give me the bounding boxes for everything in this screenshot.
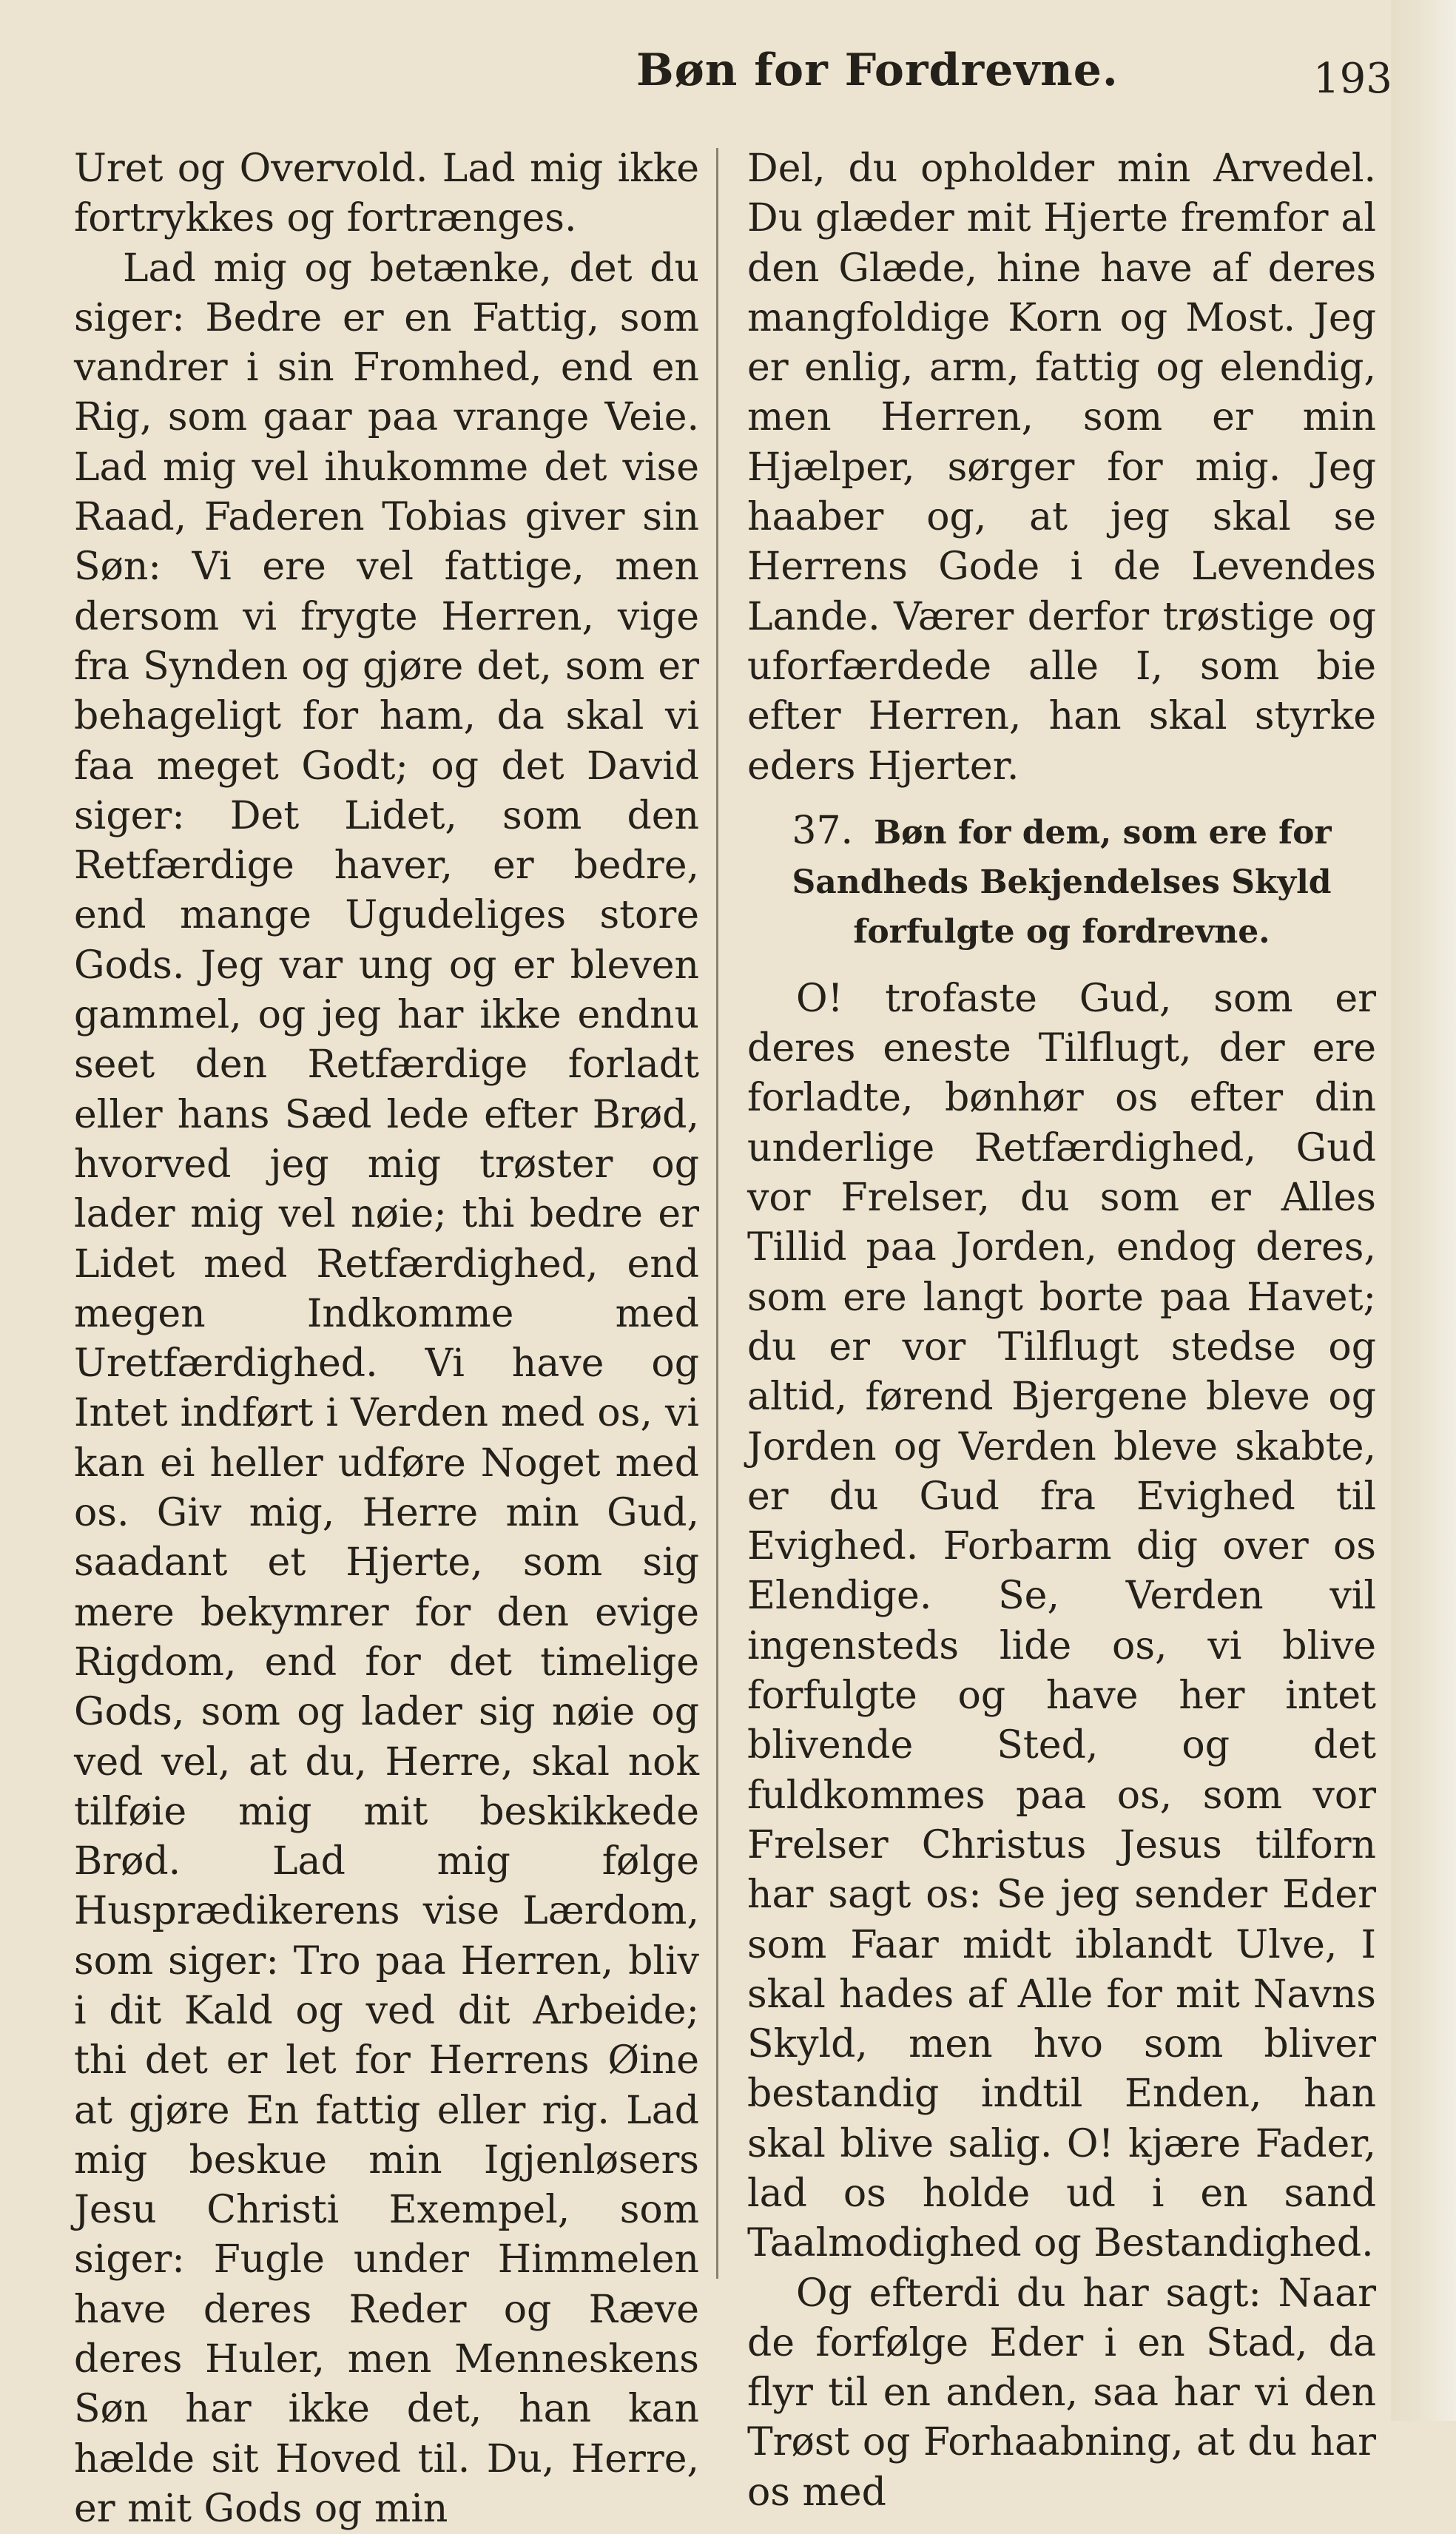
left-paragraph-1: Uret og Overvold. Lad mig ikke fortrykkes og fortrænges. <box>74 146 699 241</box>
left-paragraph-2: Lad mig og betænke, det du siger: Bedre er en Fattig, som vandrer i sin Fromhed, end en Rig, som gaar paa vrange Veie. Lad mig vel ihukomme det vise Raad, Faderen Tobias giver sin Søn: Vi ere vel fattige, men dersom vi frygte Herren, vige fra Synden og gjøre det, som er behageligt for ham, da skal vi faa meget Godt; og det David siger: Det Lidet, som den Retfærdige haver, er bedre, end mange Ugudeliges store Gods. Jeg var ung og er bleven gammel, og jeg har ikke endnu seet den Retfærdige forladt eller hans Sæd lede efter Brød, hvorved jeg mig trøster og lader mig vel nøie; thi bedre er Lidet med Retfærdighed, end megen Indkomme med Uretfærdighed. Vi have og Intet indført i Verden med os, vi kan ei heller udføre Noget med os. Giv mig, Herre min Gud, saadant et Hjerte, som sig mere bekymrer for den evige Rigdom, end for det timelige Gods, som og lader sig nøie og ved vel, at du, Herre, skal nok tilføie mig mit beskikkede Brød. Lad mig følge Husprædikerens vise Lærdom, som siger: Tro paa Herren, bliv i dit Kald og ved dit Arbeide; thi det er let for Herrens Øine at gjøre En fattig eller rig. Lad mig beskue min Igjenløsers Jesu Christi Exempel, som siger: Fugle under Himmelen have deres Reder og Ræve deres Huler, men Menneskens Søn har ikke det, han kan hælde sit Hoved til. Du, Herre, er mit Gods og min <box>74 246 699 2531</box>
right-paragraph-3: Og efterdi du har sagt: Naar de forfølge Eder i en Stad, da flyr til en anden, saa har vi den Trøst og Forhaabning, at du har os med <box>747 2271 1376 2515</box>
right-column <box>747 144 1376 2518</box>
section-title: Bøn for dem, som ere for Sandheds Bekjendelses Skyld forfulgte og fordrevne. <box>792 813 1332 951</box>
right-paragraph-1: Del, du opholder min Arvedel. Du glæder mit Hjerte fremfor al den Glæde, hine have af deres mangfoldige Korn og Most. Jeg er enlig, arm, fattig og elendig, men Herren, som er min Hjælper, sørger for mig. Jeg haaber og, at jeg skal se Herrens Gode i de Levendes Lande. Værer derfor trøstige og uforfærdede alle I, som bie efter Herren, han skal styrke eders Hjerter. <box>747 146 1376 789</box>
column-divider <box>716 148 718 2279</box>
section-heading <box>747 806 1376 957</box>
running-head: Bøn for Fordrevne. <box>636 44 1119 96</box>
left-column <box>74 144 699 2534</box>
page-gutter <box>1391 0 1456 2421</box>
section-number: 37. <box>792 808 854 853</box>
page-header <box>67 37 1391 126</box>
page-number: 193 <box>1313 55 1392 103</box>
right-paragraph-2: O! trofaste Gud, som er deres eneste Tilflugt, der ere forladte, bønhør os efter din underlige Retfærdighed, Gud vor Frelser, du som er Alles Tillid paa Jorden, endog deres, som ere langt borte paa Havet; du er vor Tilflugt stedse og altid, førend Bjergene bleve og Jorden og Verden bleve skabte, er du Gud fra Evighed til Evighed. Forbarm dig over os Elendige. Se, Verden vil ingensteds lide os, vi blive forfulgte og have her intet blivende Sted, og det fuldkommes paa os, som vor Frelser Christus Jesus tilforn har sagt os: Se jeg sender Eder som Faar midt iblandt Ulve, I skal hades af Alle for mit Navns Skyld, men hvo som bliver bestandig indtil Enden, han skal blive salig. O! kjære Fader, lad os holde ud i en sand Taalmodighed og Bestandighed. <box>747 976 1376 2266</box>
